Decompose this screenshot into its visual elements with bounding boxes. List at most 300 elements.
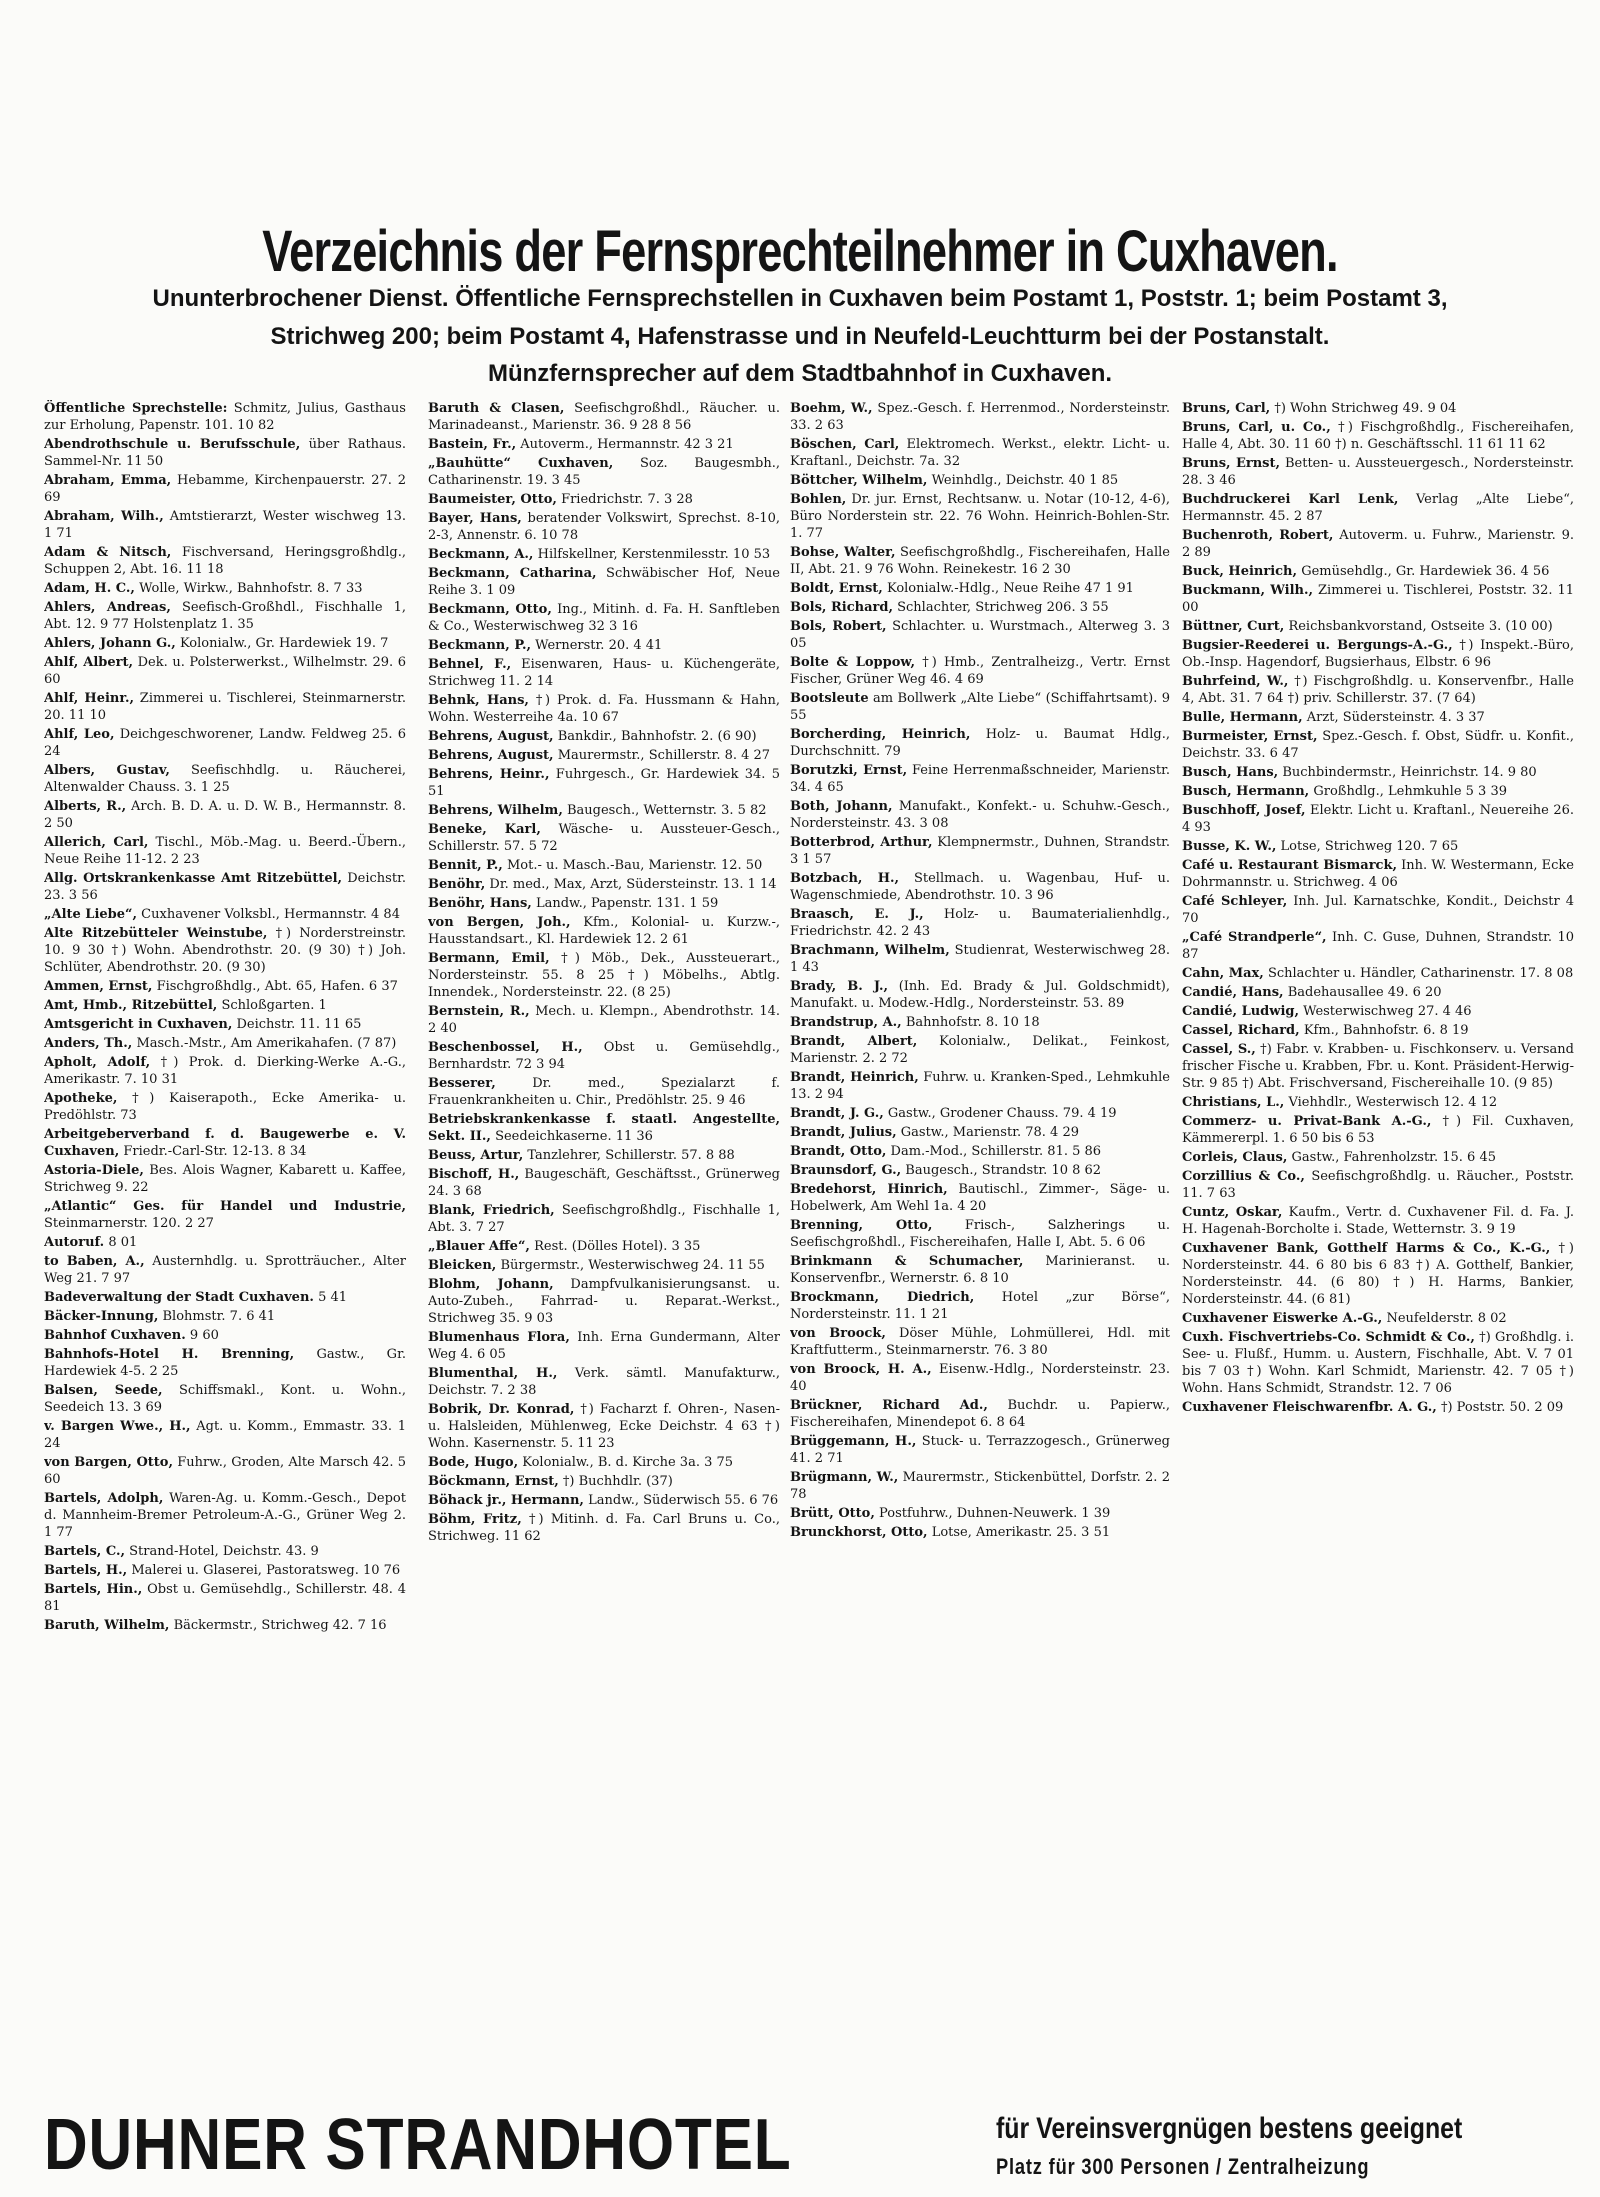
directory-entry [1182,1310,1574,1327]
directory-entry [44,1346,406,1380]
entry-name: Adam, H. C., [44,581,135,596]
entry-details: Waren-Ag. u. Komm.-Gesch., Depot d. Mannheim-Bremer Petroleum-A.-G., Grüner Weg 2. 1 77 [44,1491,406,1540]
entry-name: Bartels, H., [44,1563,128,1578]
entry-details: Fischversand, Heringsgroßhdlg., Schuppen 2, Abt. 16. 11 18 [44,545,406,577]
directory-entry [428,1511,780,1545]
subtitle-line-3: Münzfernsprecher auf dem Stadtbahnhof in Cuxhaven. [487,360,1113,387]
entry-details: †) Prok. d. Fa. Hussmann & Hahn, Wohn. Westerreihe 4a. 10 67 [428,693,780,725]
entry-details: Döser Mühle, Lohmüllerei, Hdl. mit Kraftfutterm., Steinmarnerstr. 76. 3 80 [790,1326,1170,1358]
entry-details: Seefischgroßhdl., Räucher. u. Marinadeanst., Marienstr. 36. 9 28 8 56 [428,401,780,433]
directory-entry [790,762,1170,796]
entry-details: Dam.-Mod., Schillerstr. 81. 5 86 [890,1144,1102,1159]
directory-entry [428,601,780,635]
entry-details: Seefischgroßhdlg. u. Räucher., Poststr. 11. 7 63 [1182,1169,1574,1201]
entry-details: Mech. u. Klempn., Abendrothstr. 14. 2 40 [428,1004,780,1036]
hotel-advertisement [44,2105,1574,2185]
directory-entry [1182,1240,1574,1308]
entry-details: Seefisch-Großhdl., Fischhalle 1, Abt. 12. 9 77 Holstenplatz 1. 35 [44,600,406,632]
directory-entry [1182,1399,1574,1416]
entry-name: Blohm, Johann, [428,1277,554,1292]
directory-entry [44,1617,406,1634]
directory-entry [790,654,1170,688]
entry-name: Ahlers, Johann G., [44,636,176,651]
entry-name: Bruns, Carl, u. Co., [1182,420,1331,435]
entry-name: Beckmann, Catharina, [428,566,597,581]
entry-details: Hotel „zur Börse“, Nordersteinstr. 11. 1 21 [790,1290,1170,1322]
entry-details: Elektromech. Werkst., elektr. Licht- u. Kraftanl., Deichstr. 7a. 32 [790,437,1170,469]
directory-entry [428,950,780,1001]
directory-entry [44,1253,406,1287]
directory-entry [1182,1168,1574,1202]
entry-details: Kolonialw., Delikat., Feinkost, Marienstr. 2. 2 72 [790,1034,1170,1066]
entry-details: Reichsbankvorstand, Ostseite 3. (10 00) [1288,619,1553,634]
directory-entry [1182,929,1574,963]
directory-entry [44,508,406,542]
entry-name: Öffentliche Sprechstelle: [44,401,228,416]
entry-name: Brockmann, Diedrich, [790,1290,975,1305]
directory-entry [428,656,780,690]
entry-details: Bes. Alois Wagner, Kabarett u. Kaffee, Strichweg 9. 22 [44,1163,406,1195]
subtitle-line-2: Strichweg 200; beim Postamt 4, Hafenstrasse und in Neufeld-Leuchtturm bei der Postanstalt. [270,323,1330,350]
entry-name: Beschenbossel, H., [428,1040,583,1055]
directory-entry [428,914,780,948]
entry-name: Blumenhaus Flora, [428,1330,570,1345]
entry-name: Adam & Nitsch, [44,545,172,560]
entry-name: Böhm, Fritz, [428,1512,522,1527]
directory-entry [428,1166,780,1200]
entry-name: Bernstein, R., [428,1004,530,1019]
directory-entry [428,802,780,819]
entry-details: Hebamme, Kirchenpauerstr. 27. 2 69 [44,473,406,505]
directory-entry [428,637,780,654]
entry-name: Botzbach, H., [790,871,900,886]
entry-details: Verk. sämtl. Manufakturw., Deichstr. 7. 2 38 [428,1366,780,1398]
entry-details: Deichstr. 23. 3 56 [44,871,406,903]
entry-details: †) Norderstreinstr. 10. 9 30 †) Wohn. Abendrothstr. 20. (9 30) †) Joh. Schlüter, Abendrothstr. 20. (9 30) [44,926,406,975]
entry-details: †) Fischgroßhdlg. u. Konservenfbr., Halle 4, Abt. 31. 7 64 †) priv. Schillerstr. 37. (7 64) [1182,674,1574,706]
directory-entry [44,1327,406,1344]
entry-details: Eisenw.-Hdlg., Nordersteinstr. 23. 40 [790,1362,1170,1394]
entry-name: Bastein, Fr., [428,437,517,452]
entry-details: Dampfvulkanisierungsanst. u. Auto-Zubeh., Fahrrad- u. Reparat.-Werkst., Strichweg 35. 9 03 [428,1277,780,1326]
entry-details: Stellmach. u. Wagenbau, Huf- u. Wagenschmiede, Abendrothstr. 10. 3 96 [790,871,1170,903]
entry-name: Abraham, Emma, [44,473,172,488]
directory-entry [790,1105,1170,1122]
directory-entry [1182,802,1574,836]
entry-details: Seefischgroßhdlg., Fischereihafen, Halle II, Abt. 21. 9 76 Wohn. Reinekestr. 16 2 30 [790,545,1170,577]
entry-name: Bruns, Ernst, [1182,456,1280,471]
entry-name: Alberts, R., [44,799,127,814]
entry-details: †) Facharzt f. Ohren-, Nasen- u. Halsleiden, Mühlenweg, Ecke Deichstr. 4 63 †) Wohn. Kasernenstr. 5. 11 23 [428,1402,780,1451]
entry-details: Tanzlehrer, Schillerstr. 57. 8 88 [527,1148,735,1163]
entry-details: Autoverm., Hermannstr. 42 3 21 [520,437,734,452]
entry-details: 5 41 [318,1290,348,1305]
entry-name: Brandt, Julius, [790,1125,897,1140]
directory-entry [44,436,406,470]
entry-name: Boldt, Ernst, [790,581,883,596]
advertisement-tagline: für Vereinsvergnügen bestens geeignet [996,2112,1463,2145]
directory-entry [428,1238,780,1255]
entry-details: (Inh. Ed. Brady & Jul. Goldschmidt), Manufakt. u. Modew.-Hdlg., Nordersteinstr. 53. 89 [790,979,1170,1011]
directory-entry [44,1035,406,1052]
entry-details: Viehhdlr., Westerwisch 12. 4 12 [1288,1095,1498,1110]
entry-details: Soz. Baugesmbh., Catharinenstr. 19. 3 45 [428,456,780,488]
entry-name: Benöhr, Hans, [428,896,532,911]
entry-name: Brückner, Richard Ad., [790,1398,988,1413]
directory-entry [44,1198,406,1232]
entry-details: Schloßgarten. 1 [221,998,327,1013]
directory-entry [1182,618,1574,635]
directory-entry [428,1365,780,1399]
entry-name: „Bauhütte“ Cuxhaven, [428,456,614,471]
entry-details: †) Fil. Cuxhaven, Kämmererpl. 1. 6 50 bis 6 53 [1182,1114,1574,1146]
directory-entry [428,728,780,745]
entry-name: Abraham, Wilh., [44,509,164,524]
entry-name: Bode, Hugo, [428,1455,519,1470]
entry-name: Bruns, Carl, [1182,401,1271,416]
directory-entry [428,1329,780,1363]
entry-name: „Atlantic“ Ges. für Handel und Industrie, [44,1199,406,1214]
entry-name: Apotheke, [44,1091,118,1106]
entry-details: Fuhrw., Groden, Alte Marsch 42. 5 60 [44,1455,406,1487]
entry-details: Fuhrgesch., Gr. Hardewiek 34. 5 51 [428,767,780,799]
entry-name: Buschhoff, Josef, [1182,803,1306,818]
entry-name: Botterbrod, Arthur, [790,835,933,850]
directory-entry [428,857,780,874]
directory-entry [44,798,406,832]
directory-entry [428,546,780,563]
directory-entry [1182,1113,1574,1147]
directory-entry [790,1397,1170,1431]
entry-name: v. Bargen Wwe., H., [44,1419,191,1434]
entry-name: Cuxhavener Eiswerke A.-G., [1182,1311,1383,1326]
directory-entry [428,1202,780,1236]
entry-name: „Café Strandperle“, [1182,930,1327,945]
directory-entry [44,580,406,597]
entry-details: Mot.- u. Masch.-Bau, Marienstr. 12. 50 [506,858,763,873]
entry-name: Bischoff, H., [428,1167,520,1182]
directory-entry [1182,893,1574,927]
entry-name: Arbeitgeberverband f. d. Baugewerbe e. V. Cuxhaven, [44,1127,406,1159]
entry-details: †) Möb., Dek., Aussteuerart., Nordersteinstr. 55. 8 25 †) Möbelhs., Abtlg. Innendek., Nordersteinstr. 22. (8 25) [428,951,780,1000]
directory-entry [428,692,780,726]
directory-entry [790,1069,1170,1103]
entry-name: Bahnhofs-Hotel H. Brenning, [44,1347,295,1362]
directory-entry [428,455,780,489]
entry-details: †) Fischgroßhdlg., Fischereihafen, Halle 4, Abt. 30. 11 60 †) n. Geschäftsschl. 11 61 11 62 [1182,420,1574,452]
entry-details: Baugesch., Strandstr. 10 8 62 [905,1163,1102,1178]
entry-name: Astoria-Diele, [44,1163,144,1178]
directory-entry [1182,419,1574,453]
directory-entry [790,580,1170,597]
entry-details: Kfm., Kolonial- u. Kurzw.-, Hausstandsart., Kl. Hardewiek 12. 2 61 [428,915,780,947]
directory-entry [790,690,1170,724]
directory-entry [1182,728,1574,762]
directory-entry [428,491,780,508]
directory-entry [44,400,406,434]
directory-entry [790,1162,1170,1179]
entry-details: Arzt, Südersteinstr. 4. 3 37 [1306,710,1485,725]
directory-entry [1182,984,1574,1001]
entry-name: Café u. Restaurant Bismarck, [1182,858,1397,873]
entry-name: Beneke, Karl, [428,822,541,837]
directory-entry [1182,1094,1574,1111]
entry-details: Spez.-Gesch. f. Herrenmod., Nordersteinstr. 33. 2 63 [790,401,1170,433]
entry-name: Brandt, Otto, [790,1144,887,1159]
entry-details: Gastw., Marienstr. 78. 4 29 [900,1125,1079,1140]
entry-name: Bartels, C., [44,1544,126,1559]
directory-entry [44,1490,406,1541]
entry-name: Bulle, Hermann, [1182,710,1303,725]
directory-entry [44,997,406,1014]
directory-entry [790,978,1170,1012]
directory-entry [44,1454,406,1488]
directory-entry [428,1039,780,1073]
entry-details: Schiffsmakl., Kont. u. Wohn., Seedeich 13. 3 69 [44,1383,406,1415]
directory-entry [1182,455,1574,489]
directory-entry [1182,527,1574,561]
entry-details: †) Nordersteinstr. 44. 6 80 bis 6 83 †) A. Gotthelf, Bankier, Nordersteinstr. 44. (6 80) †) H. Harms, Bankier, Nordersteinstr. 44. (6 81) [1182,1241,1574,1307]
directory-entry [790,1325,1170,1359]
entry-details: beratender Volkswirt, Sprechst. 8-10, 2-3, Annenstr. 6. 10 78 [428,511,780,543]
directory-entry [428,876,780,893]
entry-name: Buhrfeind, W., [1182,674,1289,689]
directory-entry [1182,1041,1574,1092]
directory-entry [44,726,406,760]
directory-entry [44,1162,406,1196]
entry-details: Bahnhofstr. 8. 10 18 [905,1015,1040,1030]
entry-details: †) Poststr. 50. 2 09 [1440,1400,1564,1415]
entry-details: Kolonialw., Gr. Hardewiek 19. 7 [179,636,389,651]
entry-details: Fischgroßhdlg., Abt. 65, Hafen. 6 37 [156,979,398,994]
entry-details: †) Mitinh. d. Fa. Carl Bruns u. Co., Strichweg. 11 62 [428,1512,780,1544]
entry-name: Behnk, Hans, [428,693,529,708]
directory-entry [790,544,1170,578]
entry-details: Marinieranst. u. Konservenfbr., Wernerstr. 6. 8 10 [790,1254,1170,1286]
directory-entry [790,798,1170,832]
directory-entry [790,618,1170,652]
entry-details: Manufakt., Konfekt.- u. Schuhw.-Gesch., Nordersteinstr. 43. 3 08 [790,799,1170,831]
entry-details: Betten- u. Aussteuergesch., Nordersteinstr. 28. 3 46 [1182,456,1574,488]
entry-details: Holz- u. Baumat Hdlg., Durchschnitt. 79 [790,727,1170,759]
entry-details: Agt. u. Komm., Emmastr. 33. 1 24 [44,1419,406,1451]
entry-name: von Broock, H. A., [790,1362,932,1377]
entry-name: Brenning, Otto, [790,1218,933,1233]
directory-entry [790,436,1170,470]
directory-entry [428,1276,780,1327]
entry-name: Bredehorst, Hinrich, [790,1182,948,1197]
entry-details: Deichgeschworener, Landw. Feldweg 25. 6 24 [44,727,406,759]
entry-name: Boehm, W., [790,401,873,416]
entry-name: Bayer, Hans, [428,511,522,526]
entry-name: Beckmann, A., [428,547,534,562]
entry-details: Fuhrw. u. Kranken-Sped., Lehmkuhle 13. 2 94 [790,1070,1170,1102]
entry-details: Inh. W. Westermann, Ecke Dohrmannstr. u. Strichweg. 4 06 [1182,858,1574,890]
entry-name: Bennit, P., [428,858,503,873]
directory-entry [790,1433,1170,1467]
entry-details: Zimmerei u. Tischlerei, Poststr. 32. 11 00 [1182,583,1574,615]
directory-entry [790,1524,1170,1541]
entry-name: Café Schleyer, [1182,894,1288,909]
entry-details: Frisch-, Salzherings u. Seefischgroßhdl., Fischereihafen, Halle I, Abt. 5. 6 06 [790,1218,1170,1250]
entry-details: Gemüsehdlg., Gr. Hardewiek 36. 4 56 [1301,564,1550,579]
page-title: Verzeichnis der Fernsprechteilnehmer in Cuxhaven. [262,219,1338,284]
directory-entry [1182,1329,1574,1397]
directory-entry [428,747,780,764]
directory-entry [44,1126,406,1160]
directory-entry [790,599,1170,616]
entry-details: †) Hmb., Zentralheizg., Vertr. Ernst Fischer, Grüner Weg 46. 4 69 [790,655,1170,687]
directory-entry [44,544,406,578]
entry-name: Bols, Robert, [790,619,887,634]
entry-name: Busch, Hermann, [1182,784,1310,799]
entry-details: Weinhdlg., Deichstr. 40 1 85 [931,473,1119,488]
entry-details: †) Kaiserapoth., Ecke Amerika- u. Predöhlstr. 73 [44,1091,406,1123]
entry-details: Klempnermstr., Duhnen, Strandstr. 3 1 57 [790,835,1170,867]
directory-entry [1182,491,1574,525]
directory-entry [428,1401,780,1452]
directory-entry [1182,1003,1574,1020]
directory-entry [428,510,780,544]
entry-name: Corzillius & Co., [1182,1169,1305,1184]
entry-details: Neufelderstr. 8 02 [1386,1311,1507,1326]
entry-name: Amtsgericht in Cuxhaven, [44,1017,233,1032]
entry-name: Baumeister, Otto, [428,492,557,507]
entry-name: Amt, Hmb., Ritzebüttel, [44,998,218,1013]
entry-name: Brandstrup, A., [790,1015,902,1030]
entry-details: Westerwischweg 27. 4 46 [1303,1004,1472,1019]
directory-entry [44,472,406,506]
entry-details: Deichstr. 11. 11 65 [236,1017,362,1032]
directory-entry [1182,1022,1574,1039]
entry-details: Obst u. Gemüsehdlg., Bernhardstr. 72 3 94 [428,1040,780,1072]
directory-entry [1182,582,1574,616]
entry-name: „Blauer Affe“, [428,1239,530,1254]
entry-details: Bautischl., Zimmer-, Säge- u. Hobelwerk, Am Wehl 1a. 4 20 [790,1182,1170,1214]
entry-name: Cassel, Richard, [1182,1023,1300,1038]
directory-entry [44,870,406,904]
entry-details: Buchdr. u. Papierw., Fischereihafen, Minendepot 6. 8 64 [790,1398,1170,1430]
subtitle-line-1: Ununterbrochener Dienst. Öffentliche Fernsprechstellen in Cuxhaven beim Postamt 1, Poststr. 1; beim Postamt 3, [152,285,1448,312]
entry-name: von Broock, [790,1326,886,1341]
entry-name: Ahlf, Heinr., [44,691,135,706]
entry-name: Buckmann, Wilh., [1182,583,1314,598]
entry-details: †) Großhdlg. i. See- u. Flußf., Humm. u. Austern, Fischhalle, Abt. V. 7 01 bis 7 03 †) Wohn. Karl Schmidt, Marienstr. 42. 7 05 †) Wohn. Hans Schmidt, Strandstr. 12. 7 06 [1182,1330,1574,1396]
entry-name: Böschen, Carl, [790,437,900,452]
directory-entry [428,400,780,434]
directory-entry [1182,400,1574,417]
directory-entry [790,906,1170,940]
entry-name: Bartels, Hin., [44,1582,143,1597]
entry-name: Badeverwaltung der Stadt Cuxhaven. [44,1290,314,1305]
entry-name: Ahlers, Andreas, [44,600,171,615]
entry-details: Strand-Hotel, Deichstr. 43. 9 [129,1544,319,1559]
entry-details: †) Wohn Strichweg 49. 9 04 [1274,401,1457,416]
entry-details: am Bollwerk „Alte Liebe“ (Schiffahrtsamt). 9 55 [790,691,1170,723]
directory-entry [44,1090,406,1124]
directory-entry [44,690,406,724]
directory-entry [428,895,780,912]
entry-name: Brady, B. J., [790,979,889,994]
entry-name: Benöhr, [428,877,486,892]
entry-name: Corleis, Claus, [1182,1150,1288,1165]
entry-name: Braunsdorf, G., [790,1163,902,1178]
directory-entry [790,1469,1170,1503]
entry-name: von Bergen, Joh., [428,915,571,930]
directory-entry [1182,1149,1574,1166]
entry-name: Baruth, Wilhelm, [44,1618,170,1633]
entry-name: Brandt, Albert, [790,1034,918,1049]
directory-entry [428,1111,780,1145]
directory-entry [428,766,780,800]
entry-details: Seefischhdlg. u. Räucherei, Altenwalder Chauss. 3. 1 25 [44,763,406,795]
directory-entry [790,1033,1170,1067]
entry-details: Hilfskellner, Kerstenmilesstr. 10 53 [537,547,771,562]
directory-entry [44,834,406,868]
entry-name: Commerz- u. Privat-Bank A.-G., [1182,1114,1432,1129]
entry-name: Brügmann, W., [790,1470,899,1485]
entry-name: Bohlen, [790,492,847,507]
entry-details: über Rathaus. Sammel-Nr. 11 50 [44,437,406,469]
directory-entry [790,1124,1170,1141]
entry-details: Ing., Mitinh. d. Fa. H. Sanftleben & Co., Westerwischweg 32 3 16 [428,602,780,634]
directory-entry [428,565,780,599]
directory-entry [44,1289,406,1306]
entry-details: Rest. (Dölles Hotel). 3 35 [534,1239,701,1254]
entry-name: Cuntz, Oskar, [1182,1205,1283,1220]
directory-entry [790,1361,1170,1395]
entry-name: Cahn, Max, [1182,966,1264,981]
entry-name: Buchdruckerei Karl Lenk, [1182,492,1399,507]
entry-details: Gastw., Fahrenholzstr. 15. 6 45 [1291,1150,1496,1165]
entry-name: Beuss, Artur, [428,1148,524,1163]
entry-details: Verlag „Alte Liebe“, Hermannstr. 45. 2 87 [1182,492,1574,524]
directory-entry [1182,838,1574,855]
entry-name: Alte Ritzebütteler Weinstube, [44,926,268,941]
entry-details: Arch. B. D. A. u. D. W. B., Hermannstr. 8. 2 50 [44,799,406,831]
entry-details: Buchbindermstr., Heinrichstr. 14. 9 80 [1282,765,1537,780]
entry-name: Cuxhavener Bank, Gotthelf Harms & Co., K.-G., [1182,1241,1551,1256]
entry-name: Cuxh. Fischvertriebs-Co. Schmidt & Co., [1182,1330,1475,1345]
directory-column-1 [44,400,406,2058]
entry-name: Busse, K. W., [1182,839,1277,854]
entry-name: Borutzki, Ernst, [790,763,908,778]
entry-details: Dr. med., Max, Arzt, Südersteinstr. 13. 1 14 [489,877,777,892]
entry-name: Candié, Hans, [1182,985,1284,1000]
entry-name: Brüggemann, H., [790,1434,917,1449]
entry-name: Bohse, Walter, [790,545,896,560]
entry-details: Obst u. Gemüsehdlg., Schillerstr. 48. 4 81 [44,1582,406,1614]
entry-name: Borcherding, Heinrich, [790,727,971,742]
entry-details: Schlachter u. Händler, Catharinenstr. 17. 8 08 [1267,966,1574,981]
entry-name: Behnel, F., [428,657,512,672]
entry-details: †) Fabr. v. Krabben- u. Fischkonserv. u. Versand frischer Fische u. Krabben, Fbr. u. Kont. Präsident-Herwig-Str. 9 85 †) Abt. Frischversand, Fischereihalle 10. (9 85) [1182,1042,1574,1091]
entry-details: †) Buchhdlr. (37) [562,1474,673,1489]
directory-entry [44,1382,406,1416]
entry-details: Elektr. Licht u. Kraftanl., Neuereihe 26. 4 93 [1182,803,1574,835]
directory-entry [428,1257,780,1274]
directory-entry [428,1075,780,1109]
entry-name: Ammen, Ernst, [44,979,153,994]
entry-details: Eisenwaren, Haus- u. Küchengeräte, Strichweg 11. 2 14 [428,657,780,689]
entry-name: Brandt, J. G., [790,1106,884,1121]
entry-name: Candié, Ludwig, [1182,1004,1299,1019]
entry-name: Ahlf, Albert, [44,655,134,670]
entry-name: Brütt, Otto, [790,1506,875,1521]
entry-details: Landw., Süderwisch 55. 6 76 [588,1493,779,1508]
entry-details: Seefischgroßhdlg., Fischhalle 1, Abt. 3. 7 27 [428,1203,780,1235]
entry-details: 8 01 [108,1235,138,1250]
